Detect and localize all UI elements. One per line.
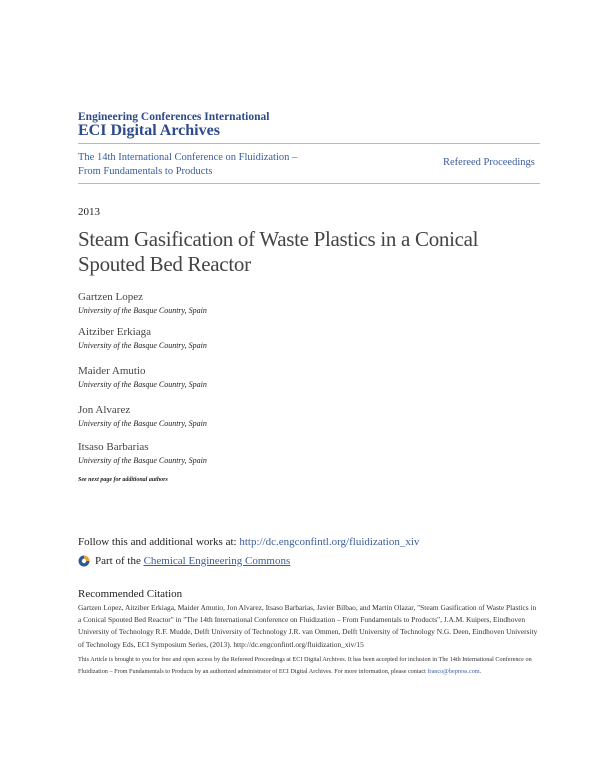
refereed-proceedings-link[interactable]: Refereed Proceedings (443, 157, 535, 168)
author-name: Gartzen Lopez (78, 291, 144, 303)
author-block (78, 326, 207, 352)
see-next-page-note: See next page for additional authors (78, 477, 168, 483)
notice-text: This Article is brought to you for free and open access by the Refereed Proceedings at ECI Digital Archives. It has been accepted for inclusion in The 14th International Conference on Fluidization – From Fundamentals to Products by an authorized administrator of ECI Digital Archives. For more information, please contact (78, 656, 532, 676)
collection-url-link[interactable]: http://dc.engconfintl.org/fluidization_xiv (239, 536, 420, 548)
part-of-text: Part of the (95, 555, 141, 567)
author-affiliation: University of the Basque Country, Spain (78, 456, 207, 465)
access-notice (78, 654, 540, 679)
recommended-citation-heading: Recommended Citation (78, 588, 183, 600)
notice-end: . (479, 668, 482, 676)
archive-name[interactable]: ECI Digital Archives (78, 122, 220, 139)
conference-link[interactable]: The 14th International Conference on Fluidization – From Fundamentals to Products (78, 152, 298, 177)
author-affiliation: University of the Basque Country, Spain (78, 380, 207, 389)
author-block (78, 441, 207, 467)
author-affiliation: University of the Basque Country, Spain (78, 419, 207, 428)
network-icon (78, 555, 90, 567)
publication-year: 2013 (78, 206, 100, 218)
author-block (78, 291, 207, 317)
author-affiliation: University of the Basque Country, Spain (78, 306, 207, 315)
paper-title: Steam Gasification of Waste Plastics in a Conical Spouted Bed Reactor (78, 227, 479, 276)
chemical-engineering-commons-link[interactable]: Chemical Engineering Commons (143, 555, 291, 567)
author-name: Jon Alvarez (78, 404, 131, 416)
author-name: Itsaso Barbarias (78, 441, 149, 453)
header-divider-bottom (78, 183, 540, 184)
follow-text: Follow this and additional works at: (78, 536, 240, 548)
author-block (78, 404, 207, 430)
author-block (78, 365, 207, 391)
publisher-name: Engineering Conferences International (78, 111, 270, 123)
part-of-line (78, 555, 290, 567)
author-name: Aitziber Erkiaga (78, 326, 151, 338)
follow-line (78, 536, 419, 548)
author-affiliation: University of the Basque Country, Spain (78, 341, 207, 350)
contact-email-link[interactable]: franco@bepress.com (427, 668, 480, 676)
citation-text: Gartzen Lopez, Aitziber Erkiaga, Maider Amutio, Jon Alvarez, Itsaso Barbarias, Javier Bilbao, and Martin Olazar, "Steam Gasification of Waste Plastics in a Conical Spouted Bed Reactor" in "The 14th International Conference on Fluidization – From Fundamentals to Products", J.A.M. Kuipers, Eindhoven University of Technology R.F. Mudde, Delft University of Technology J.R. van Ommen, Delft University of Technology N.G. Deen, Eindhoven University of Technology Eds, ECI Symposium Series, (2013). http://dc.engconfintl.org/fluidization_xiv/15 (78, 603, 538, 649)
author-name: Maider Amutio (78, 365, 146, 377)
header-divider-top (78, 143, 540, 144)
